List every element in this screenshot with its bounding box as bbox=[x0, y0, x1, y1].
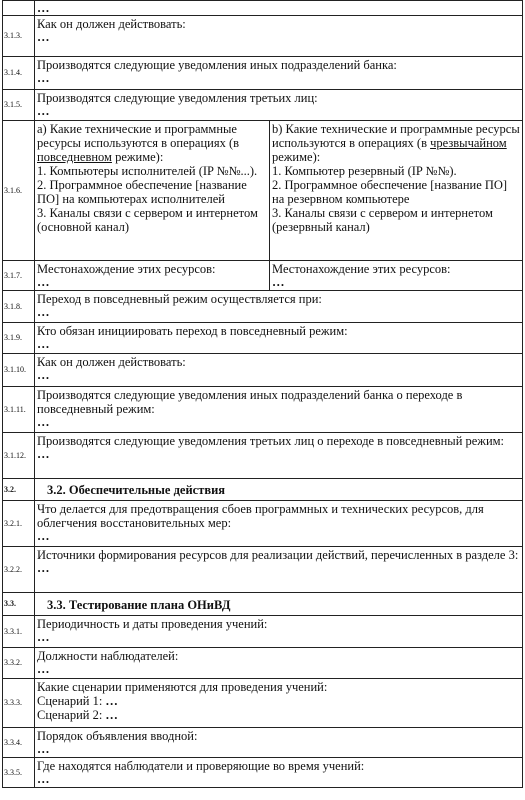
section-row bbox=[3, 593, 523, 616]
row-content: Производятся следующие уведомления иных подразделений банка: … bbox=[35, 57, 523, 90]
table-row bbox=[3, 433, 523, 479]
row-number: 3.1.3. bbox=[3, 16, 35, 57]
row-number: 3.1.6. bbox=[3, 121, 35, 261]
row-content: … bbox=[35, 1, 523, 16]
scenario-2: Сценарий 2: … bbox=[37, 708, 118, 722]
row-number: 3.2.1. bbox=[3, 501, 35, 547]
table-row bbox=[3, 758, 523, 788]
table-row bbox=[3, 1, 523, 16]
table-row bbox=[3, 728, 523, 758]
row-number: 3.1.8. bbox=[3, 291, 35, 323]
row-content-left: Местонахождение этих ресурсов: … bbox=[35, 261, 270, 291]
section-number: 3.2. bbox=[3, 479, 35, 501]
table-row bbox=[3, 90, 523, 121]
row-content: Периодичность и даты проведения учений: … bbox=[35, 616, 523, 648]
section-row bbox=[3, 479, 523, 501]
row-content: Производятся следующие уведомления третьих лиц: … bbox=[35, 90, 523, 121]
row-number: 3.3.4. bbox=[3, 728, 35, 758]
table-row bbox=[3, 121, 523, 261]
table-row bbox=[3, 387, 523, 433]
row-number: 3.1.7. bbox=[3, 261, 35, 291]
row-content: Источники формирования ресурсов для реализации действий, перечисленных в разделе 3: … bbox=[35, 547, 523, 593]
row-content: Переход в повседневный режим осуществляется при: … bbox=[35, 291, 523, 323]
row-number: 3.1.12. bbox=[3, 433, 35, 479]
row-content: Что делается для предотвращения сбоев программных и технических ресурсов, для облегчения восстановительных мер: … bbox=[35, 501, 523, 547]
section-title: 3.2. Обеспечительные действия bbox=[35, 479, 523, 501]
table-row bbox=[3, 261, 523, 291]
emergency-mode-resources: b) Какие технические и программные ресурсы используются в операциях (в чрезвычайном режиме): 1. Компьютер резервный (IP №№). 2. Программное обеспечение [название ПО] на резервном компьютере 3. Каналы связи с сервером и интернетом (резервный канал) bbox=[270, 121, 523, 261]
row-number: 3.1.5. bbox=[3, 90, 35, 121]
row-number: 3.1.9. bbox=[3, 323, 35, 354]
table-row bbox=[3, 16, 523, 57]
row-content: Кто обязан инициировать переход в повседневный режим: … bbox=[35, 323, 523, 354]
section-title: 3.3. Тестирование плана ОНиВД bbox=[35, 593, 523, 616]
row-number: 3.3.3. bbox=[3, 679, 35, 728]
row-content: Должности наблюдателей: … bbox=[35, 648, 523, 679]
table-row bbox=[3, 547, 523, 593]
row-number: 3.1.4. bbox=[3, 57, 35, 90]
row-number: 3.3.5. bbox=[3, 758, 35, 788]
row-content: Порядок объявления вводной: … bbox=[35, 728, 523, 758]
row-number: 3.3.2. bbox=[3, 648, 35, 679]
table-row bbox=[3, 679, 523, 728]
row-content: Где находятся наблюдатели и проверяющие во время учений: … bbox=[35, 758, 523, 788]
row-number: 3.3.1. bbox=[3, 616, 35, 648]
row-content: Производятся следующие уведомления иных подразделений банка о переходе в повседневный режим: … bbox=[35, 387, 523, 433]
row-number: 3.1.10. bbox=[3, 354, 35, 387]
table-row bbox=[3, 648, 523, 679]
table-row bbox=[3, 291, 523, 323]
table-row bbox=[3, 354, 523, 387]
row-content: Как он должен действовать: … bbox=[35, 354, 523, 387]
section-number: 3.3. bbox=[3, 593, 35, 616]
table-row bbox=[3, 616, 523, 648]
row-number: 3.1.11. bbox=[3, 387, 35, 433]
row-content: Производятся следующие уведомления третьих лиц о переходе в повседневный режим: … bbox=[35, 433, 523, 479]
normal-mode-resources: a) Какие технические и программные ресурсы используются в операциях (в повседневном режиме): 1. Компьютеры исполнителей (IP №№...). 2. Программное обеспечение [название ПО] на компьютерах исполнителей 3. Каналы связи с сервером и интернетом (основной канал) bbox=[35, 121, 270, 261]
table-row bbox=[3, 323, 523, 354]
row-number bbox=[3, 1, 35, 16]
table-row bbox=[3, 57, 523, 90]
table-row bbox=[3, 501, 523, 547]
row-number: 3.2.2. bbox=[3, 547, 35, 593]
row-content-right: Местонахождение этих ресурсов: … bbox=[270, 261, 523, 291]
row-content: Какие сценарии применяются для проведения учений: Сценарий 1: … Сценарий 2: … bbox=[35, 679, 523, 728]
row-content: Как он должен действовать: … bbox=[35, 16, 523, 57]
scenario-1: Сценарий 1: … bbox=[37, 694, 118, 708]
plan-table bbox=[2, 0, 523, 788]
